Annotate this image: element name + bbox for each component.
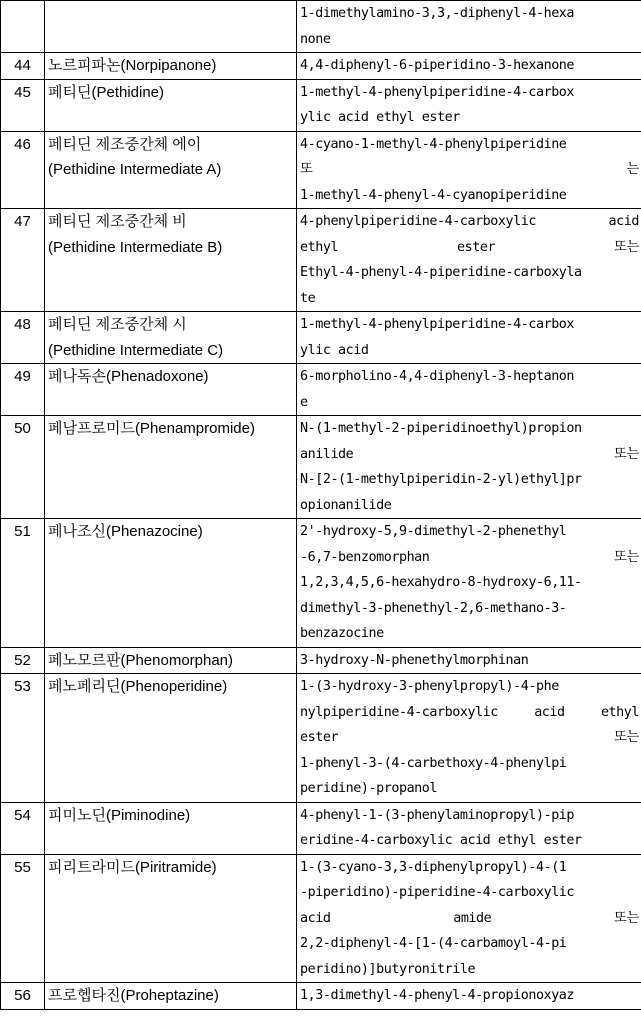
table-row [1, 209, 641, 312]
chemical-name-line: 1-phenyl-3-(4-carbethoxy-4-phenylpi [300, 755, 567, 771]
chemical-name-line: -6,7-benzomorphan 또는 [300, 549, 639, 565]
substance-number: 56 [1, 983, 45, 1010]
chemical-name-line: 6-morpholino-4,4-diphenyl-3-heptanon [300, 369, 575, 384]
chemical-name-line: ester 또는 [300, 730, 639, 745]
chemical-name-line: 2'-hydroxy-5,9-dimethyl-2-phenethyl [300, 524, 567, 539]
substance-number: 49 [1, 364, 45, 416]
table-row [1, 1, 641, 53]
chemical-name-line: 1-methyl-4-phenylpiperidine-4-carbox [300, 317, 575, 332]
chemical-name [297, 802, 641, 854]
chemical-name-line: 1,3-dimethyl-4-phenyl-4-propionoxyaz [300, 988, 575, 1003]
chemical-name-line: peridino)]butyronitrile [300, 961, 476, 977]
table-row [1, 854, 641, 983]
substance-number: 51 [1, 519, 45, 648]
substance-number: 47 [1, 209, 45, 312]
chemical-name-line: 또 는 [300, 162, 639, 177]
chemical-name-line: anilide 또는 [300, 446, 639, 462]
chemical-name [297, 674, 641, 803]
chemical-name-line: 1-methyl-4-phenylpiperidine-4-carbox [300, 84, 575, 100]
table-row [1, 674, 641, 803]
chemical-name-line: peridine)-propanol [300, 781, 438, 796]
chemical-name-line: 4-phenyl-1-(3-phenylaminopropyl)-pip [300, 807, 575, 823]
chemical-name [297, 364, 641, 416]
table-row [1, 416, 641, 519]
substance-name: 페노모르판(Phenomorphan) [45, 647, 297, 674]
chemical-name-line: Ethyl-4-phenyl-4-piperidine-carboxyla [300, 265, 582, 280]
chemical-name-line: ylic acid ethyl ester [300, 110, 460, 125]
substance-number: 54 [1, 802, 45, 854]
substance-name: 페티딘 제조중간체 비 (Pethidine Intermediate B) [45, 209, 297, 312]
chemical-name-line: N-(1-methyl-2-piperidinoethyl)propion [300, 421, 582, 436]
table-row [1, 312, 641, 364]
chemical-name-line: 1-dimethylamino-3,3,-diphenyl-4-hexa [300, 6, 575, 21]
chemical-name [297, 416, 641, 519]
chemical-name-line: nylpiperidine-4-carboxylic acid ethyl [300, 704, 639, 720]
chemical-name-line: N-[2-(1-methylpiperidin-2-yl)ethyl]pr [300, 472, 582, 487]
substance-number: 44 [1, 53, 45, 80]
table-row [1, 647, 641, 674]
table-row [1, 983, 641, 1010]
table-body [1, 1, 641, 1010]
chemical-name-line: ethyl ester 또는 [300, 239, 639, 255]
chemical-name [297, 53, 641, 80]
chemical-name-line: 4-phenylpiperidine-4-carboxylic acid [300, 214, 639, 229]
substance-name: 피리트라미드(Piritramide) [45, 854, 297, 983]
chemical-name [297, 79, 641, 131]
substance-number: 48 [1, 312, 45, 364]
chemical-name-line: 1-methyl-4-phenyl-4-cyanopiperidine [300, 187, 567, 203]
substance-name: 페노페리딘(Phenoperidine) [45, 674, 297, 803]
chemical-name [297, 312, 641, 364]
substance-name: 페티딘 제조중간체 시 (Pethidine Intermediate C) [45, 312, 297, 364]
chemical-name-line: 1,2,3,4,5,6-hexahydro-8-hydroxy-6,11- [300, 575, 582, 590]
table-row [1, 802, 641, 854]
chemical-name-line: acid amide 또는 [300, 910, 639, 926]
substance-number: 46 [1, 131, 45, 209]
chemical-name-line: 3-hydroxy-N-phenethylmorphinan [300, 652, 529, 668]
substance-number: 45 [1, 79, 45, 131]
substance-name: 페나조신(Phenazocine) [45, 519, 297, 648]
chemical-name-line: eridine-4-carboxylic acid ethyl ester [300, 833, 582, 848]
chemical-name-line: 1-(3-cyano-3,3-diphenylpropyl)-4-(1 [300, 859, 567, 875]
chemical-name-line: 4,4-diphenyl-6-piperidino-3-hexanone [300, 58, 575, 73]
substance-number: 50 [1, 416, 45, 519]
substance-number: 53 [1, 674, 45, 803]
chemical-name [297, 209, 641, 312]
substance-number: 55 [1, 854, 45, 983]
chemical-name [297, 854, 641, 983]
chemical-name-line: opionanilide [300, 497, 392, 513]
substance-name: 노르피파논(Norpipanone) [45, 53, 297, 80]
chemical-name-line: benzazocine [300, 626, 384, 641]
chemical-name-line: 4-cyano-1-methyl-4-phenylpiperidine [300, 136, 567, 152]
table-row [1, 364, 641, 416]
substance-number [1, 1, 45, 53]
substance-number: 52 [1, 647, 45, 674]
chemical-name [297, 131, 641, 209]
substance-name: 페티딘 제조중간체 에이 (Pethidine Intermediate A) [45, 131, 297, 209]
chemical-name [297, 647, 641, 674]
chemical-name-line: e [300, 394, 308, 410]
chemical-name-line: ylic acid [300, 342, 369, 358]
chemical-name-line: none [300, 31, 331, 47]
substance-name [45, 1, 297, 53]
table-row [1, 53, 641, 80]
table-row [1, 79, 641, 131]
chemical-name-line: 1-(3-hydroxy-3-phenylpropyl)-4-phe [300, 679, 559, 694]
chemical-name-line: 2,2-diphenyl-4-[1-(4-carbamoyl-4-pi [300, 936, 567, 951]
chemical-name [297, 1, 641, 53]
chemical-name-line: -piperidino)-piperidine-4-carboxylic [300, 885, 575, 900]
chemical-name-line: dimethyl-3-phenethyl-2,6-methano-3- [300, 600, 567, 616]
chemical-name [297, 519, 641, 648]
substance-name: 페남프로미드(Phenampromide) [45, 416, 297, 519]
substance-name: 프로헵타진(Proheptazine) [45, 983, 297, 1010]
table-row [1, 131, 641, 209]
substance-name: 피미노딘(Piminodine) [45, 802, 297, 854]
chemical-name-line: te [300, 290, 316, 306]
chemical-name [297, 983, 641, 1010]
substance-name: 페티딘(Pethidine) [45, 79, 297, 131]
table-row [1, 519, 641, 648]
substance-name: 페나독손(Phenadoxone) [45, 364, 297, 416]
